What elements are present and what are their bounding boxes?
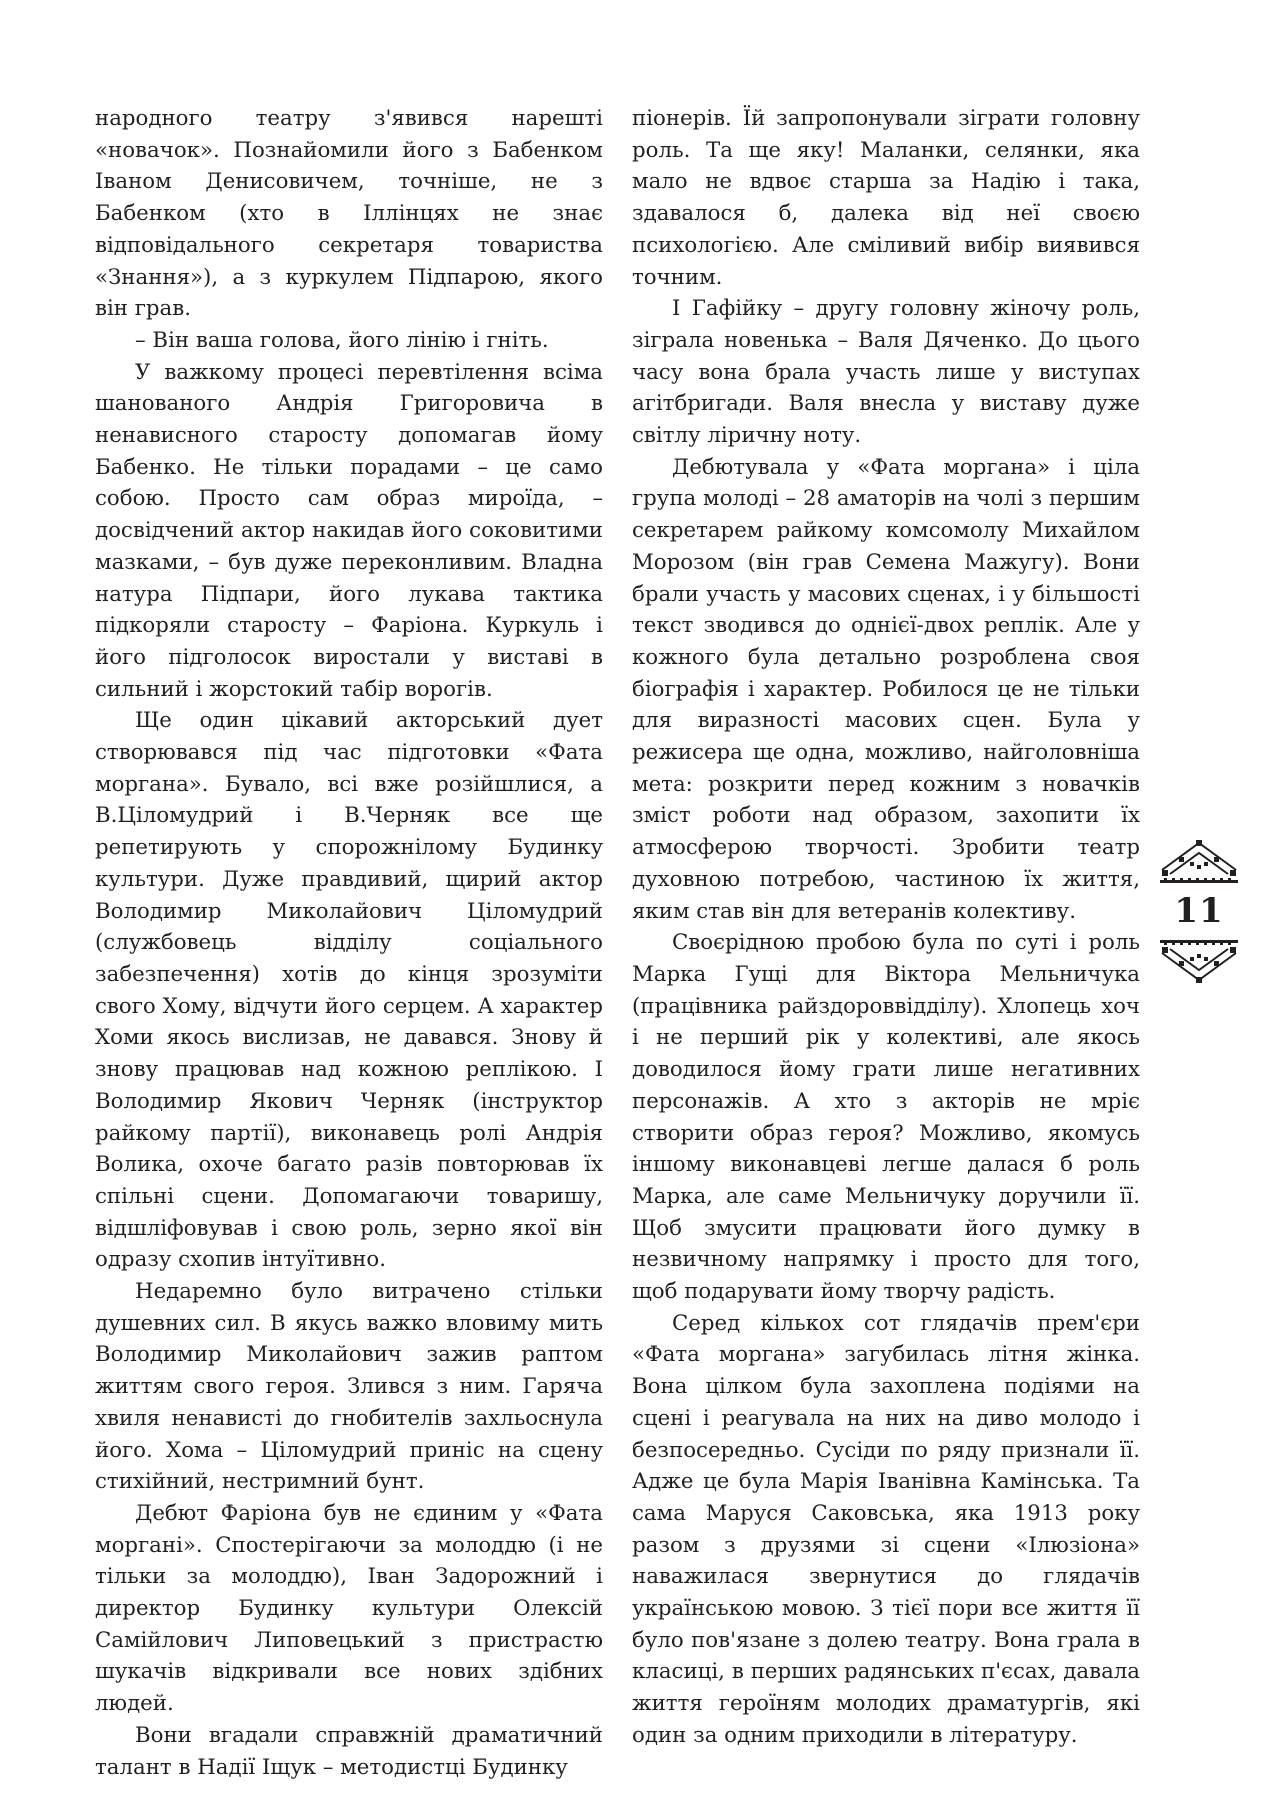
embroidery-ornament-icon — [1160, 938, 1238, 983]
paragraph: Ще один цікавий акторський дует створювався під час підготовки «Фата моргана». Бувало, всі вже розійшлися, а В.Ціломудрий і В.Черняк все ще репетирують у спорожнілому Будинку культури. Дуже правдивий, щирий актор Володимир Миколайович Ціломудрий (службовець відділу соціального забезпечення) хотів до кінця зрозуміти свого Хому, відчути його серцем. А характер Хоми якось вислизав, не давався. Знову й знову працював над кожною реплікою. І Володимир Якович Черняк (інструктор райкому партії), виконавець ролі Андрія Волика, охоче багато разів повторював їх спільні сцени. Допомагаючи товаришу, відшліфовував і свою роль, зерно якої він одразу схопив інтуїтивно. — [95, 708, 603, 1273]
text-column-left — [95, 103, 603, 1783]
paragraph: І Гафійку – другу головну жіночу роль, зіграла новенька – Валя Дяченко. До цього часу вона брала участь лише у виступах агітбригади. Валя внесла у виставу дуже світлу ліричну ноту. — [632, 296, 1140, 449]
paragraph: Дебют Фаріона був не єдиним у «Фата моргані». Спостерігаючи за молоддю (і не тільки за молоддю), Іван Задорожний і директор Будинку культури Олексій Самійлович Липовецький з пристрастю шукачів відкривали все нових здібних людей. — [95, 1500, 603, 1717]
text-column-right — [632, 103, 1140, 1752]
paragraph: Вони вгадали справжній драматичний талант в Надії Іщук – методистці Будинку — [95, 1722, 603, 1780]
paragraph: У важкому процесі перевтілення всіма шанованого Андрія Григоровича в ненависного старосту допомагав йому Бабенко. Не тільки порадами – це само собою. Просто сам образ мироїда, – досвідчений актор накидав його соковитими мазками, – був дуже переконливим. Владна натура Підпари, його лукава тактика підкоряли старосту – Фаріона. Куркуль і його підголосок виростали у виставі в сильний і жорстокий табір ворогів. — [95, 359, 603, 702]
paragraph: Дебютувала у «Фата моргана» і ціла група молоді – 28 аматорів на чолі з першим секретарем райкому комсомолу Михайлом Морозом (він грав Семена Мажугу). Вони брали участь у масових сценах, і у більшості текст зводився до однієї-двох реплік. Але у кожного була детально розроблена своя біографія і характер. Робилося це не тільки для виразності масових сцен. Була у режисера ще одна, можливо, найголовніша мета: розкрити перед кожним з новачків зміст роботи над образом, захопити їх атмосферою творчості. Зробити театр духовною потребою, частиною їх життя, яким став він для ветеранів колективу. — [632, 454, 1140, 924]
paragraph: Недаремно було витрачено стільки душевних сил. В якусь важко вловиму мить Володимир Миколайович зажив раптом життям свого героя. Злився з ним. Гаряча хвиля ненависті до гнобителів захльоснула його. Хома – Ціломудрий приніс на сцену стихійний, нестримний бунт. — [95, 1279, 603, 1495]
page-number: 11 — [1174, 891, 1224, 931]
paragraph: піонерів. Їй запропонували зіграти головну роль. Та ще яку! Маланки, селянки, яка мало не вдвоє старша за Надію і така, здавалося б, далека від неї своєю психологією. Але сміливий вибір виявився точним. — [632, 106, 1140, 290]
paragraph: – Він ваша голова, його лінію і гніть. — [135, 327, 549, 353]
paragraph: Серед кількох сот глядачів прем'єри «Фата моргана» загубилась літня жінка. Вона цілком була захоплена подіями на сцені і реагувала на них на диво молодо і безпосередньо. Сусіди по ряду признали її. Адже це була Марія Іванівна Камінська. Та сама Маруся Саковська, яка 1913 року разом з друзями зі сцени «Ілюзіона» наважилася звернутися до глядачів українською мовою. З тієї пори все життя її було пов'язане з долею театру. Вона грала в класиці, в перших радянських п'єсах, давала життя героїням молодих драматургів, які один за одним приходили в літературу. — [632, 1310, 1140, 1748]
paragraph: Своєрідною пробою була по суті і роль Марка Гущі для Віктора Мельничука (працівника райздороввідділу). Хлопець хоч і не перший рік у колективі, але якось доводилося йому грати лише негативних персонажів. А хто з акторів не мріє створити образ героя? Можливо, якомусь іншому виконавцеві легше далася б роль Марка, але саме Мельничуку доручили її. Щоб змусити працювати його думку в незвичному напрямку і просто для того, щоб подарувати йому творчу радість. — [632, 930, 1140, 1305]
paragraph: народного театру з'явився нарешті «новачок». Познайомили його з Бабенком Іваном Денисовичем, точніше, не з Бабенком (хто в Іллінцях не знає відповідального секретаря товариства «Знання»), а з куркулем Підпарою, якого він грав. — [95, 106, 603, 322]
embroidery-ornament-icon — [1160, 840, 1238, 885]
